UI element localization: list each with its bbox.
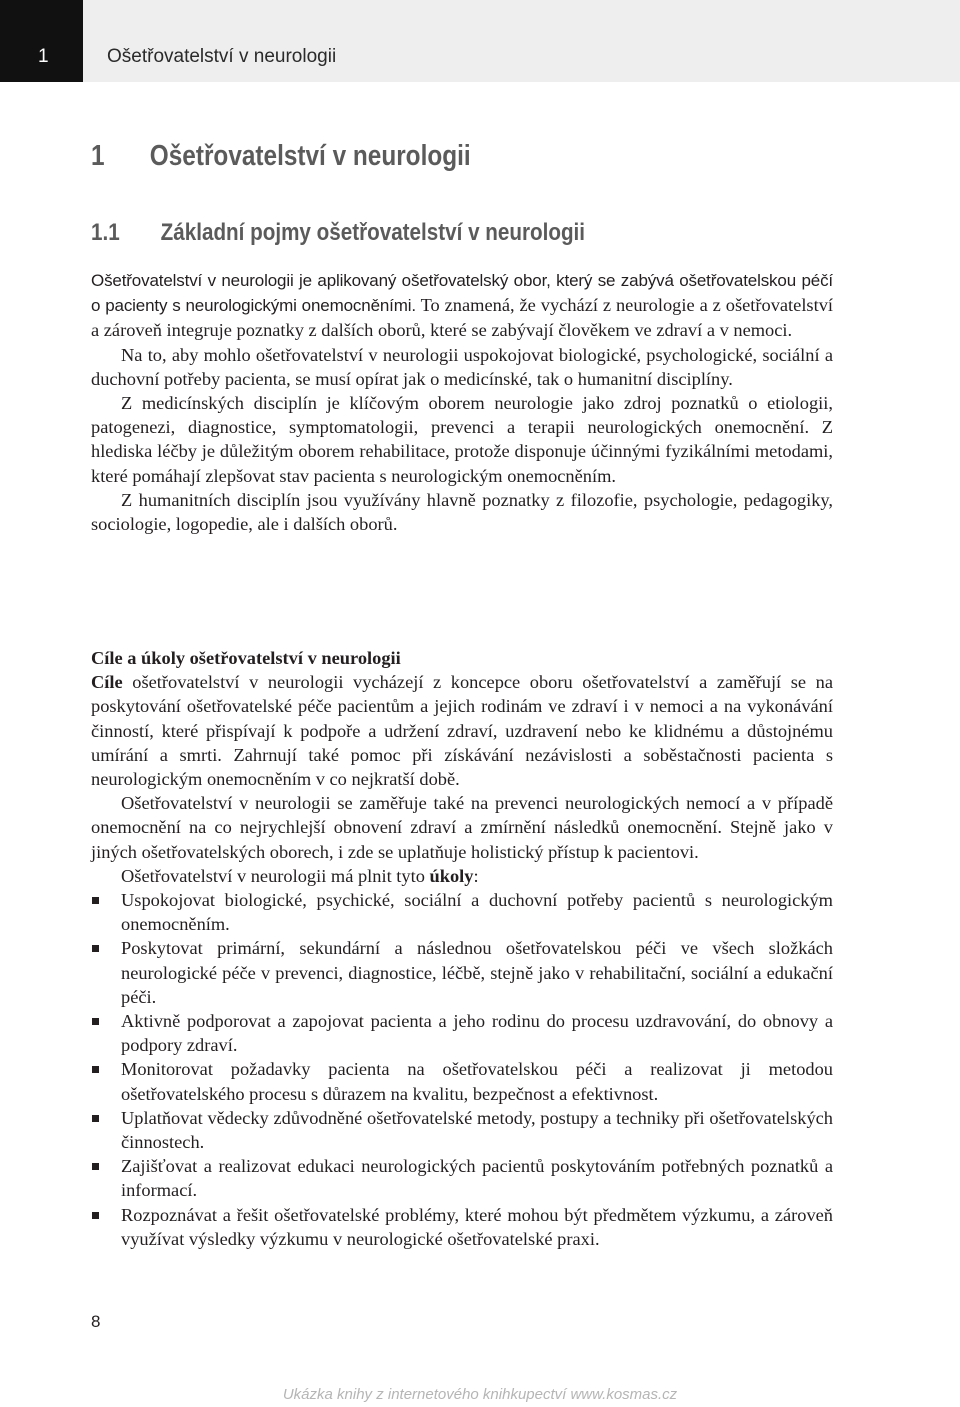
running-title: Ošetřovatelství v neurologii: [107, 46, 337, 67]
list-item-text: Poskytovat primární, sekundární a následnou ošetřovatelskou péči ve všech složkách neurologické péče v prevenci, diagnostice, léčbě, stejně jako v rehabilitační, sociální a edukační péči.: [121, 938, 833, 1007]
tasks-list: [91, 888, 833, 1251]
list-item-text: Zajišťovat a realizovat edukaci neurologických pacientů poskytováním potřebných poznatků a informací.: [121, 1156, 833, 1201]
square-bullet-icon: [92, 1066, 99, 1073]
section-heading-title: Základní pojmy ošetřovatelství v neurologii: [160, 219, 586, 246]
list-item: [91, 1106, 833, 1154]
goals-p1-rest: ošetřovatelství v neurologii vycházejí z koncepce oboru ošetřovatelství a zaměřují se na poskytování ošetřovatelské péče pacientům a jejich rodinám ve zdraví i v nemoci a na vykonávání činností, které přispívají k podpoře a udržení zdraví, uzdravení nebo ke klidnému a důstojnému umírání a smrti. Zahrnují také pomoc při získávání nezávislosti a soběstačnosti pacienta s neurologickým onemocněním v co nejkratší době.: [91, 672, 833, 790]
list-item: [91, 1154, 833, 1202]
goals-text: [91, 646, 833, 1251]
chapter-heading-title: Ošetřovatelství v neurologii: [149, 140, 471, 172]
tasks-intro-text: Ošetřovatelství v neurologii má plnit tyto: [121, 865, 430, 886]
chapter-number-tab: 1: [38, 46, 49, 67]
intro-paragraph-4: Z humanitních disciplín jsou využívány hlavně poznatky z filozofie, psychologie, pedagogiky, sociologie, logopedie, ale i dalších oborů.: [91, 489, 833, 535]
square-bullet-icon: [92, 1163, 99, 1170]
intro-p1-sans-part: Ošetřovatelství v neurologii je aplikovaný ošetřovatelský obor, který se zabývá ošetřovatelskou péčí o pacienty s neurologickými onemocněními.: [91, 271, 833, 316]
watermark: Ukázka knihy z internetového knihkupectví www.kosmas.cz: [282, 1386, 678, 1403]
goals-paragraph-2: Ošetřovatelství v neurologii se zaměřuje také na prevenci neurologických nemocí a v případě onemocnění na co nejrychlejší obnovení zdraví a zmírnění následků onemocnění. Stejně jako v jiných ošetřovatelských oborech, i zde se uplatňuje holistický přístup k pacientovi.: [91, 793, 833, 862]
goals-paragraph-1: [91, 670, 833, 791]
list-item: [91, 888, 833, 936]
tasks-colon: :: [473, 865, 479, 886]
list-item-text: Uplatňovat vědecky zdůvodněné ošetřovatelské metody, postupy a techniky při ošetřovatelských činnostech.: [121, 1107, 833, 1153]
list-item: [91, 1009, 833, 1057]
chapter-number-box: [0, 0, 83, 82]
square-bullet-icon: [92, 945, 99, 952]
tasks-intro: [91, 864, 833, 888]
goals-lead-bold: Cíle: [91, 672, 123, 693]
list-item: [91, 936, 833, 1009]
chapter-heading-number: 1: [91, 140, 105, 172]
square-bullet-icon: [92, 1115, 99, 1122]
list-item-text: Monitorovat požadavky pacienta na ošetřovatelskou péči a realizovat ji metodou ošetřovatelského procesu s důrazem na kvalitu, bezpečnost a efektivnost.: [121, 1059, 833, 1104]
intro-paragraph-3: Z medicínských disciplín je klíčovým oborem neurologie jako zdroj poznatků o etiologii, patogenezi, diagnostice, symptomatologii, prevenci a terapii neurologických onemocnění. Z hlediska léčby je důležitým oborem rehabilitace, protože disponuje účinnými fyzikálními metodami, které pomáhají zlepšovat stav pacienta s neurologickým onemocněním.: [91, 393, 833, 486]
tasks-word: úkoly: [429, 865, 474, 886]
chapter-heading: [91, 140, 471, 173]
list-item: [91, 1203, 833, 1251]
intro-text: [91, 268, 833, 536]
intro-paragraph-2: Na to, aby mohlo ošetřovatelství v neurologii uspokojovat biologické, psychologické, sociální a duchovní potřeby pacienta, se musí opírat jak o medicínské, tak o humanitní disciplíny.: [91, 344, 833, 389]
list-item-text: Aktivně podporovat a zapojovat pacienta a jeho rodinu do procesu uzdravování, do obnovy a podpory zdraví.: [121, 1011, 833, 1056]
goals-heading: Cíle a úkoly ošetřovatelství v neurologii: [91, 648, 401, 668]
list-item: [91, 1057, 833, 1105]
square-bullet-icon: [92, 1018, 99, 1025]
square-bullet-icon: [92, 1212, 99, 1219]
section-heading-number: 1.1: [91, 219, 120, 246]
list-item-text: Uspokojovat biologické, psychické, sociální a duchovní potřeby pacientů s neurologickým onemocněním.: [121, 890, 833, 935]
intro-p1-serif-part: To znamená, že vychází z neurologie a z ošetřovatelství a zároveň integruje poznatky z dalších oborů, které se zabývají člověkem ve zdraví a v nemoci.: [91, 295, 834, 341]
intro-paragraph-1: [91, 268, 833, 343]
running-header: [0, 0, 960, 82]
square-bullet-icon: [92, 897, 99, 904]
page-number: 8: [91, 1312, 101, 1331]
section-heading: [91, 219, 585, 247]
list-item-text: Rozpoznávat a řešit ošetřovatelské problémy, které mohou být předmětem výzkumu, a zároveň využívat výsledky výzkumu v neurologické ošetřovatelské praxi.: [121, 1204, 833, 1249]
